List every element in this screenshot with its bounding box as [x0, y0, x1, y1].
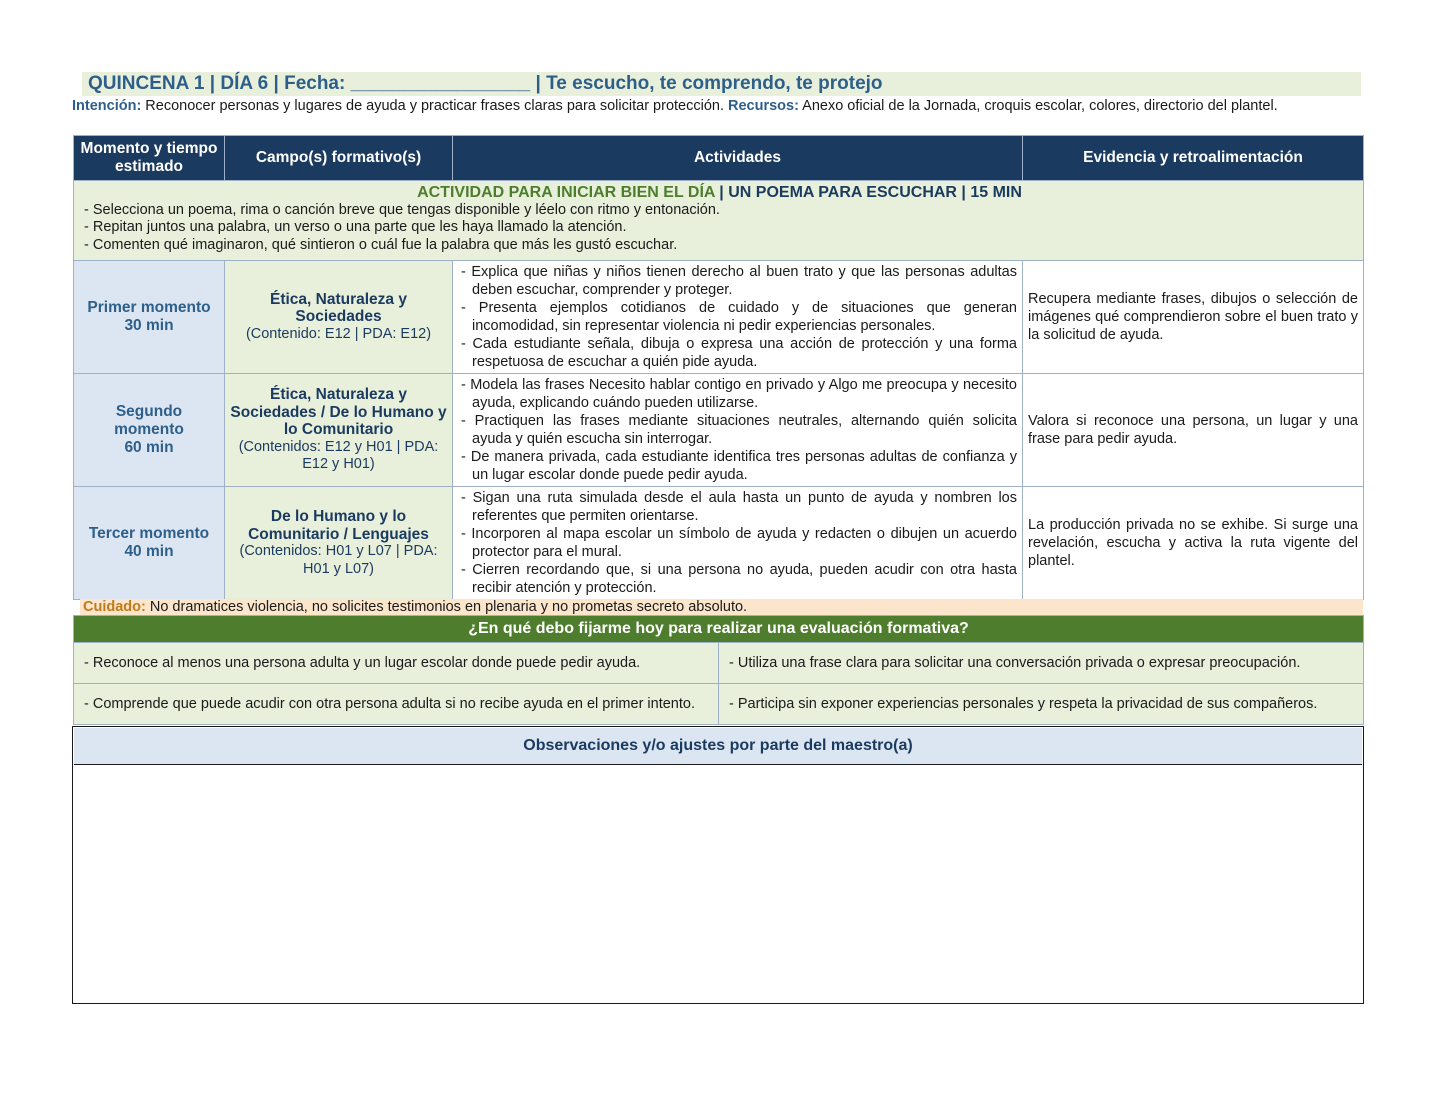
observations-box [72, 726, 1364, 1004]
evidence-cell [1023, 487, 1364, 600]
campo-name: Ética, Naturaleza y Sociedades / De lo Humano y lo Comunitario [230, 386, 447, 439]
table-header-row [74, 136, 1364, 181]
table-row [74, 261, 1364, 374]
evaluation-item [74, 643, 719, 684]
start-activity-row [74, 181, 1364, 261]
moment-cell [74, 374, 225, 487]
care-note [80, 599, 1363, 615]
evidence-text: Recupera mediante frases, dibujos o selección de imágenes qué comprendieron sobre el buen trato y la solicitud de ayuda. [1028, 291, 1358, 343]
campo-cell [225, 261, 453, 374]
campo-name: Ética, Naturaleza y Sociedades [270, 290, 407, 326]
start-activity-title [84, 181, 1355, 202]
activity-item: - Cierren recordando que, si una persona no ayuda, pueden acudir con otra hasta recibir atención y protección. [461, 562, 1017, 596]
care-text: No dramatices violencia, no solicites testimonios en plenaria y no prometas secreto absoluto. [145, 599, 748, 615]
moment-label: Tercer momento [88, 525, 210, 542]
campo-content: (Contenidos: H01 y L07 | PDA: H01 y L07) [239, 543, 438, 577]
column-header-activities: Actividades [453, 136, 1023, 181]
moment-time: 60 min [124, 439, 174, 456]
evaluation-item-text: - Comprende que puede acudir con otra persona adulta si no recibe ayuda en el primer intento. [84, 696, 695, 712]
evidence-cell [1023, 374, 1364, 487]
evaluation-item-text: - Utiliza una frase clara para solicitar una conversación privada o expresar preocupación. [729, 655, 1301, 671]
activities-cell [453, 374, 1023, 487]
start-activity-line: - Repitan juntos una palabra, un verso o una parte que les haya llamado la atención. [84, 219, 627, 235]
evidence-text: Valora si reconoce una persona, un lugar y una frase para pedir ayuda. [1028, 413, 1358, 447]
observations-title: Observaciones y/o ajustes por parte del maestro(a) [74, 728, 1362, 765]
activity-item: - De manera privada, cada estudiante identifica tres personas adultas de confianza y un lugar escolar donde puede pedir ayuda. [461, 449, 1017, 483]
activity-item: - Practiquen las frases mediante situaciones neutrales, alternando quién solicita ayuda y quién escucha sin interrogar. [461, 413, 1017, 447]
campo-content: (Contenidos: E12 y H01 | PDA: E12 y H01) [238, 438, 439, 473]
evaluation-table [73, 615, 1364, 725]
activity-item: - Incorporen al mapa escolar un símbolo de ayuda y redacten o dibujen un acuerdo protector para el mural. [461, 526, 1017, 560]
evaluation-row [74, 684, 1364, 725]
moment-time: 40 min [124, 543, 174, 560]
activity-item: - Cada estudiante señala, dibuja o expresa una acción de protección y una forma respetuosa de escuchar a quién pide ayuda. [461, 336, 1017, 370]
moment-cell [74, 261, 225, 374]
evaluation-item-text: - Participa sin exponer experiencias personales y respeta la privacidad de sus compañeros. [729, 696, 1318, 712]
intent-text: Reconocer personas y lugares de ayuda y practicar frases claras para solicitar protección. [141, 98, 729, 114]
title-bar [82, 72, 1361, 96]
intent-paragraph [72, 97, 1374, 115]
column-header-campo: Campo(s) formativo(s) [225, 136, 453, 181]
moment-cell [74, 487, 225, 600]
start-activity-line: - Comenten qué imaginaron, qué sintieron o cuál fue la palabra que más les gustó escuchar. [84, 236, 678, 253]
column-header-moment: Momento y tiempo estimado [74, 136, 225, 181]
campo-cell [225, 487, 453, 600]
start-activity-title-green: ACTIVIDAD PARA INICIAR BIEN EL DÍA [417, 184, 715, 201]
moment-label: Primer momento [87, 299, 211, 316]
activities-cell [453, 261, 1023, 374]
start-activity-title-navy: | UN POEMA PARA ESCUCHAR | 15 MIN [714, 184, 1022, 201]
evidence-cell [1023, 261, 1364, 374]
moment-label: Segundo momento [114, 403, 184, 438]
activity-item: - Sigan una ruta simulada desde el aula hasta un punto de ayuda y nombren los referentes que permiten orientarse. [461, 490, 1017, 524]
campo-name: De lo Humano y lo Comunitario / Lenguajes [248, 508, 429, 543]
activity-item: - Presenta ejemplos cotidianos de cuidado y de situaciones que generan incomodidad, sin representar violencia ni pedir experiencias personales. [461, 300, 1017, 334]
start-activity-line: - Selecciona un poema, rima o canción breve que tengas disponible y léelo con ritmo y entonación. [84, 201, 720, 218]
activities-cell [453, 487, 1023, 600]
column-header-evidence: Evidencia y retroalimentación [1023, 136, 1364, 181]
table-row [74, 487, 1364, 600]
evaluation-item [719, 643, 1364, 684]
resources-label: Recursos: [728, 98, 799, 114]
evaluation-item [719, 684, 1364, 725]
observations-writing-area[interactable] [74, 765, 1362, 1002]
table-row [74, 374, 1364, 487]
page-title: QUINCENA 1 | DÍA 6 | Fecha: _________________ | Te escucho, te comprendo, te protejo [88, 73, 883, 94]
resources-text: Anexo oficial de la Jornada, croquis escolar, colores, directorio del plantel. [798, 98, 1278, 114]
activity-item: - Modela las frases Necesito hablar contigo en privado y Algo me preocupa y necesito ayuda, explicando cuándo pueden utilizarse. [461, 377, 1017, 411]
evaluation-item [74, 684, 719, 725]
planning-table [73, 135, 1364, 600]
moment-time: 30 min [124, 317, 174, 334]
care-label: Cuidado: [83, 599, 146, 615]
evaluation-row [74, 643, 1364, 684]
evidence-text: La producción privada no se exhibe. Si surge una revelación, escucha y activa la ruta vigente del plantel. [1028, 517, 1358, 569]
campo-cell [225, 374, 453, 487]
campo-content: (Contenido: E12 | PDA: E12) [245, 325, 432, 342]
evaluation-header-row [74, 616, 1364, 643]
evaluation-title: ¿En qué debo fijarme hoy para realizar una evaluación formativa? [74, 616, 1364, 643]
start-activity-cell [74, 181, 1364, 261]
activity-item: - Explica que niñas y niños tienen derecho al buen trato y que las personas adultas deben escuchar, comprender y proteger. [461, 264, 1017, 298]
evaluation-item-text: - Reconoce al menos una persona adulta y un lugar escolar donde puede pedir ayuda. [84, 655, 641, 671]
intent-label: Intención: [72, 98, 142, 114]
